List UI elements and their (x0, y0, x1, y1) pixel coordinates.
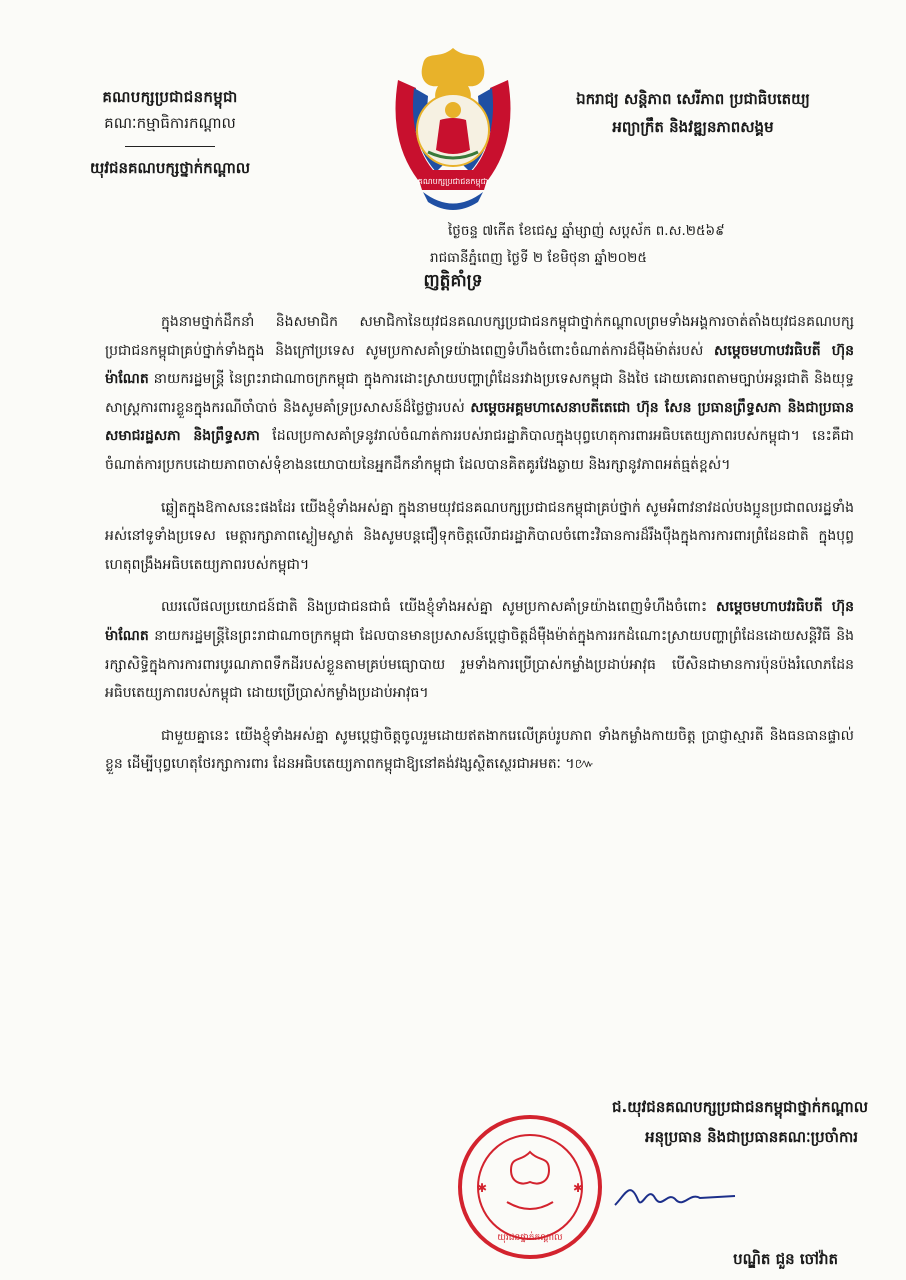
p1-text-e: ដែលប្រកាសគាំទ្រនូវរាល់ចំណាត់ការរបស់រាជរដ្ឋាភិបាលក្នុងបុព្វហេតុការពារអធិបតេយ្យភាពរបស់កម្ពុជា។ នេះគឺជាចំណាត់ការប្រកបដោយភាពចាស់ទុំខាងនយោបាយនៃអ្នកដឹកនាំកម្ពុជា ដែលបានគិតគូរវែងឆ្ងាយ និងរក្សានូវភាពអត់ធ្មត់ខ្ពស់។ (105, 428, 854, 473)
logo-base (423, 192, 483, 210)
motto-line1: ឯករាជ្យ សន្តិភាព សេរីភាព ប្រជាធិបតេយ្យ (576, 90, 810, 108)
seal-text: យុវជនថ្នាក់កណ្តាល (497, 1233, 563, 1243)
document-body (105, 308, 854, 793)
senate-president-bold: សម្តេចអគ្គមហាសេនាបតីតេជោ ហ៊ុន សែន ប្រធានព្រឹទ្ធសភា និងជាប្រធានសមាជរដ្ឋសភា និងព្រឹទ្ធសភា (105, 399, 854, 445)
seal-star-left-icon: ✱ (477, 1181, 488, 1195)
paragraph-1 (105, 308, 854, 480)
paragraph-4: ជាមួយគ្នានេះ យើងខ្ញុំទាំងអស់គ្នា សូមប្តេជ្ញាចិត្តចូលរួមដោយឥតងាករេលើគ្រប់រូបភាព ទាំងកម្លាំងកាយចិត្ត ប្រាជ្ញាស្មារតី និងធនធានផ្ទាល់ខ្លួន ដើម្បីបុព្វហេតុថែរក្សាការពារ ដែនអធិបតេយ្យភាពកម្ពុជាឱ្យនៅគង់វង្សស្ថិតស្ថេរជាអមតៈ ។៚ (105, 727, 854, 773)
signatory-org: ជ.យុវជនគណបក្សប្រជាជនកម្ពុជាថ្នាក់កណ្តាល (612, 1098, 868, 1116)
youth-wing-name: យុវជនគណបក្សថ្នាក់កណ្តាល (89, 159, 251, 177)
p1-text-a: ក្នុងនាមថ្នាក់ដឹកនាំ និងសមាជិក សមាជិកានៃយុវជនគណបក្សប្រជាជនកម្ពុជាថ្នាក់កណ្តាលព្រមទាំងអង្គការចាត់តាំងយុវជនគណបក្សប្រជាជនកម្ពុជាគ្រប់ថ្នាក់ទាំងក្នុង និងក្រៅប្រទេស សូមប្រកាសគាំទ្រយ៉ាងពេញទំហឹងចំពោះចំណាត់ការដ៏ម៉ឺងម៉ាត់របស់ (105, 314, 854, 359)
signatory-title: អនុប្រធាន និងជាប្រធានគណៈប្រចាំការ (645, 1128, 858, 1146)
p3-text-c: នាយករដ្ឋមន្ត្រីនៃព្រះរាជាណាចក្រកម្ពុជា ដែលបានមានប្រសាសន៍ប្តេជ្ញាចិត្តដ៏ម៉ឺងម៉ាត់ក្នុងការរកដំណោះស្រាយបញ្ហាព្រំដែនដោយសន្តិវិធី និងរក្សាសិទ្ធិក្នុងការការពារបូរណភាពទឹកដីរបស់ខ្លួនតាមគ្រប់មធ្យោបាយ រួមទាំងការប្រើប្រាស់កម្លាំងប្រដាប់អាវុធ បើសិនជាមានការប៉ុនប៉ងរំលោភដែនអធិបតេយ្យភាពរបស់កម្ពុជា ដោយប្រើប្រាស់កម្លាំងប្រដាប់អាវុធ។ (105, 627, 854, 702)
pm-name-bold: សម្តេចមហាបវរធិបតី ហ៊ុន ម៉ាណែត (105, 342, 855, 388)
header-divider (125, 146, 215, 147)
national-motto (528, 90, 858, 140)
party-name: គណបក្សប្រជាជនកម្ពុជា (102, 88, 238, 106)
pm-name-bold-2: សម្តេចមហាបវរធិបតី ហ៊ុន ម៉ាណែត (105, 599, 855, 644)
party-logo (378, 40, 528, 215)
lunar-date: ថ្ងៃចន្ទ ៧កើត ខែជេស្ឋ ឆ្នាំម្សាញ់ សប្តស័ក ព.ស.២៥៦៩ (448, 223, 725, 239)
document-title: ញត្តិគាំទ្រ (423, 271, 483, 291)
motto-line2: អព្យាក្រឹត និងវឌ្ឍនភាពសង្គម (612, 118, 774, 136)
date-block (430, 218, 850, 272)
p3-text-a: ឈរលើផលប្រយោជន៍ជាតិ និងប្រជាជនជាធំ យើងខ្ញុំទាំងអស់គ្នា សូមប្រកាសគាំទ្រយ៉ាងពេញទំហឹងចំពោះ (161, 599, 716, 616)
solar-date: រាជធានីភ្នំពេញ ថ្ងៃទី ២ ខែមិថុនា ឆ្នាំ២០២៥ (430, 250, 647, 266)
committee-name: គណៈកម្មាធិការកណ្តាល (104, 114, 236, 132)
signatory-name: បណ្ឌិត ជួន ចៅវ៉ាត (733, 1250, 838, 1268)
deity-figure-icon (436, 118, 470, 154)
paragraph-2: ឆ្លៀតក្នុងឱកាសនេះផងដែរ យើងខ្ញុំទាំងអស់គ្នា ក្នុងនាមយុវជនគណបក្សប្រជាជនកម្ពុជាគ្រប់ថ្នាក់ សូមអំពាវនាវដល់បងប្អូនប្រជាពលរដ្ឋទាំងអស់នៅទូទាំងប្រទេស មេត្តារក្សាភាពស្ងៀមស្ងាត់ និងសូមបន្តជឿទុកចិត្តលើរាជរដ្ឋាភិបាលចំពោះវិធានការដ៏រឹងប៉ឹងក្នុងការការពារព្រំដែនជាតិ ក្នុងបុព្វហេតុពង្រឹងអធិបតេយ្យភាពរបស់កម្ពុជា។ (105, 499, 854, 573)
p1-text-c: នាយករដ្ឋមន្ត្រី នៃព្រះរាជាណាចក្រកម្ពុជា ក្នុងការដោះស្រាយបញ្ហាព្រំដែនរវាងប្រទេសកម្ពុជា និងថៃ ដោយគោរពតាមច្បាប់អន្តរជាតិ និងយុទ្ធសាស្ត្រការពារខ្លួនក្នុងករណីចាំបាច់ និងសូមគាំទ្រប្រសាសន៍ដ៏ថ្លៃថ្លារបស់ (105, 371, 854, 416)
seal-star-right-icon: ✱ (573, 1181, 584, 1195)
deity-head-icon (445, 102, 461, 118)
paragraph-3 (105, 593, 854, 707)
signature-block (388, 1098, 868, 1272)
logo-caption: គណបក្សប្រជាជនកម្ពុជា (417, 177, 489, 186)
party-header (60, 88, 280, 181)
